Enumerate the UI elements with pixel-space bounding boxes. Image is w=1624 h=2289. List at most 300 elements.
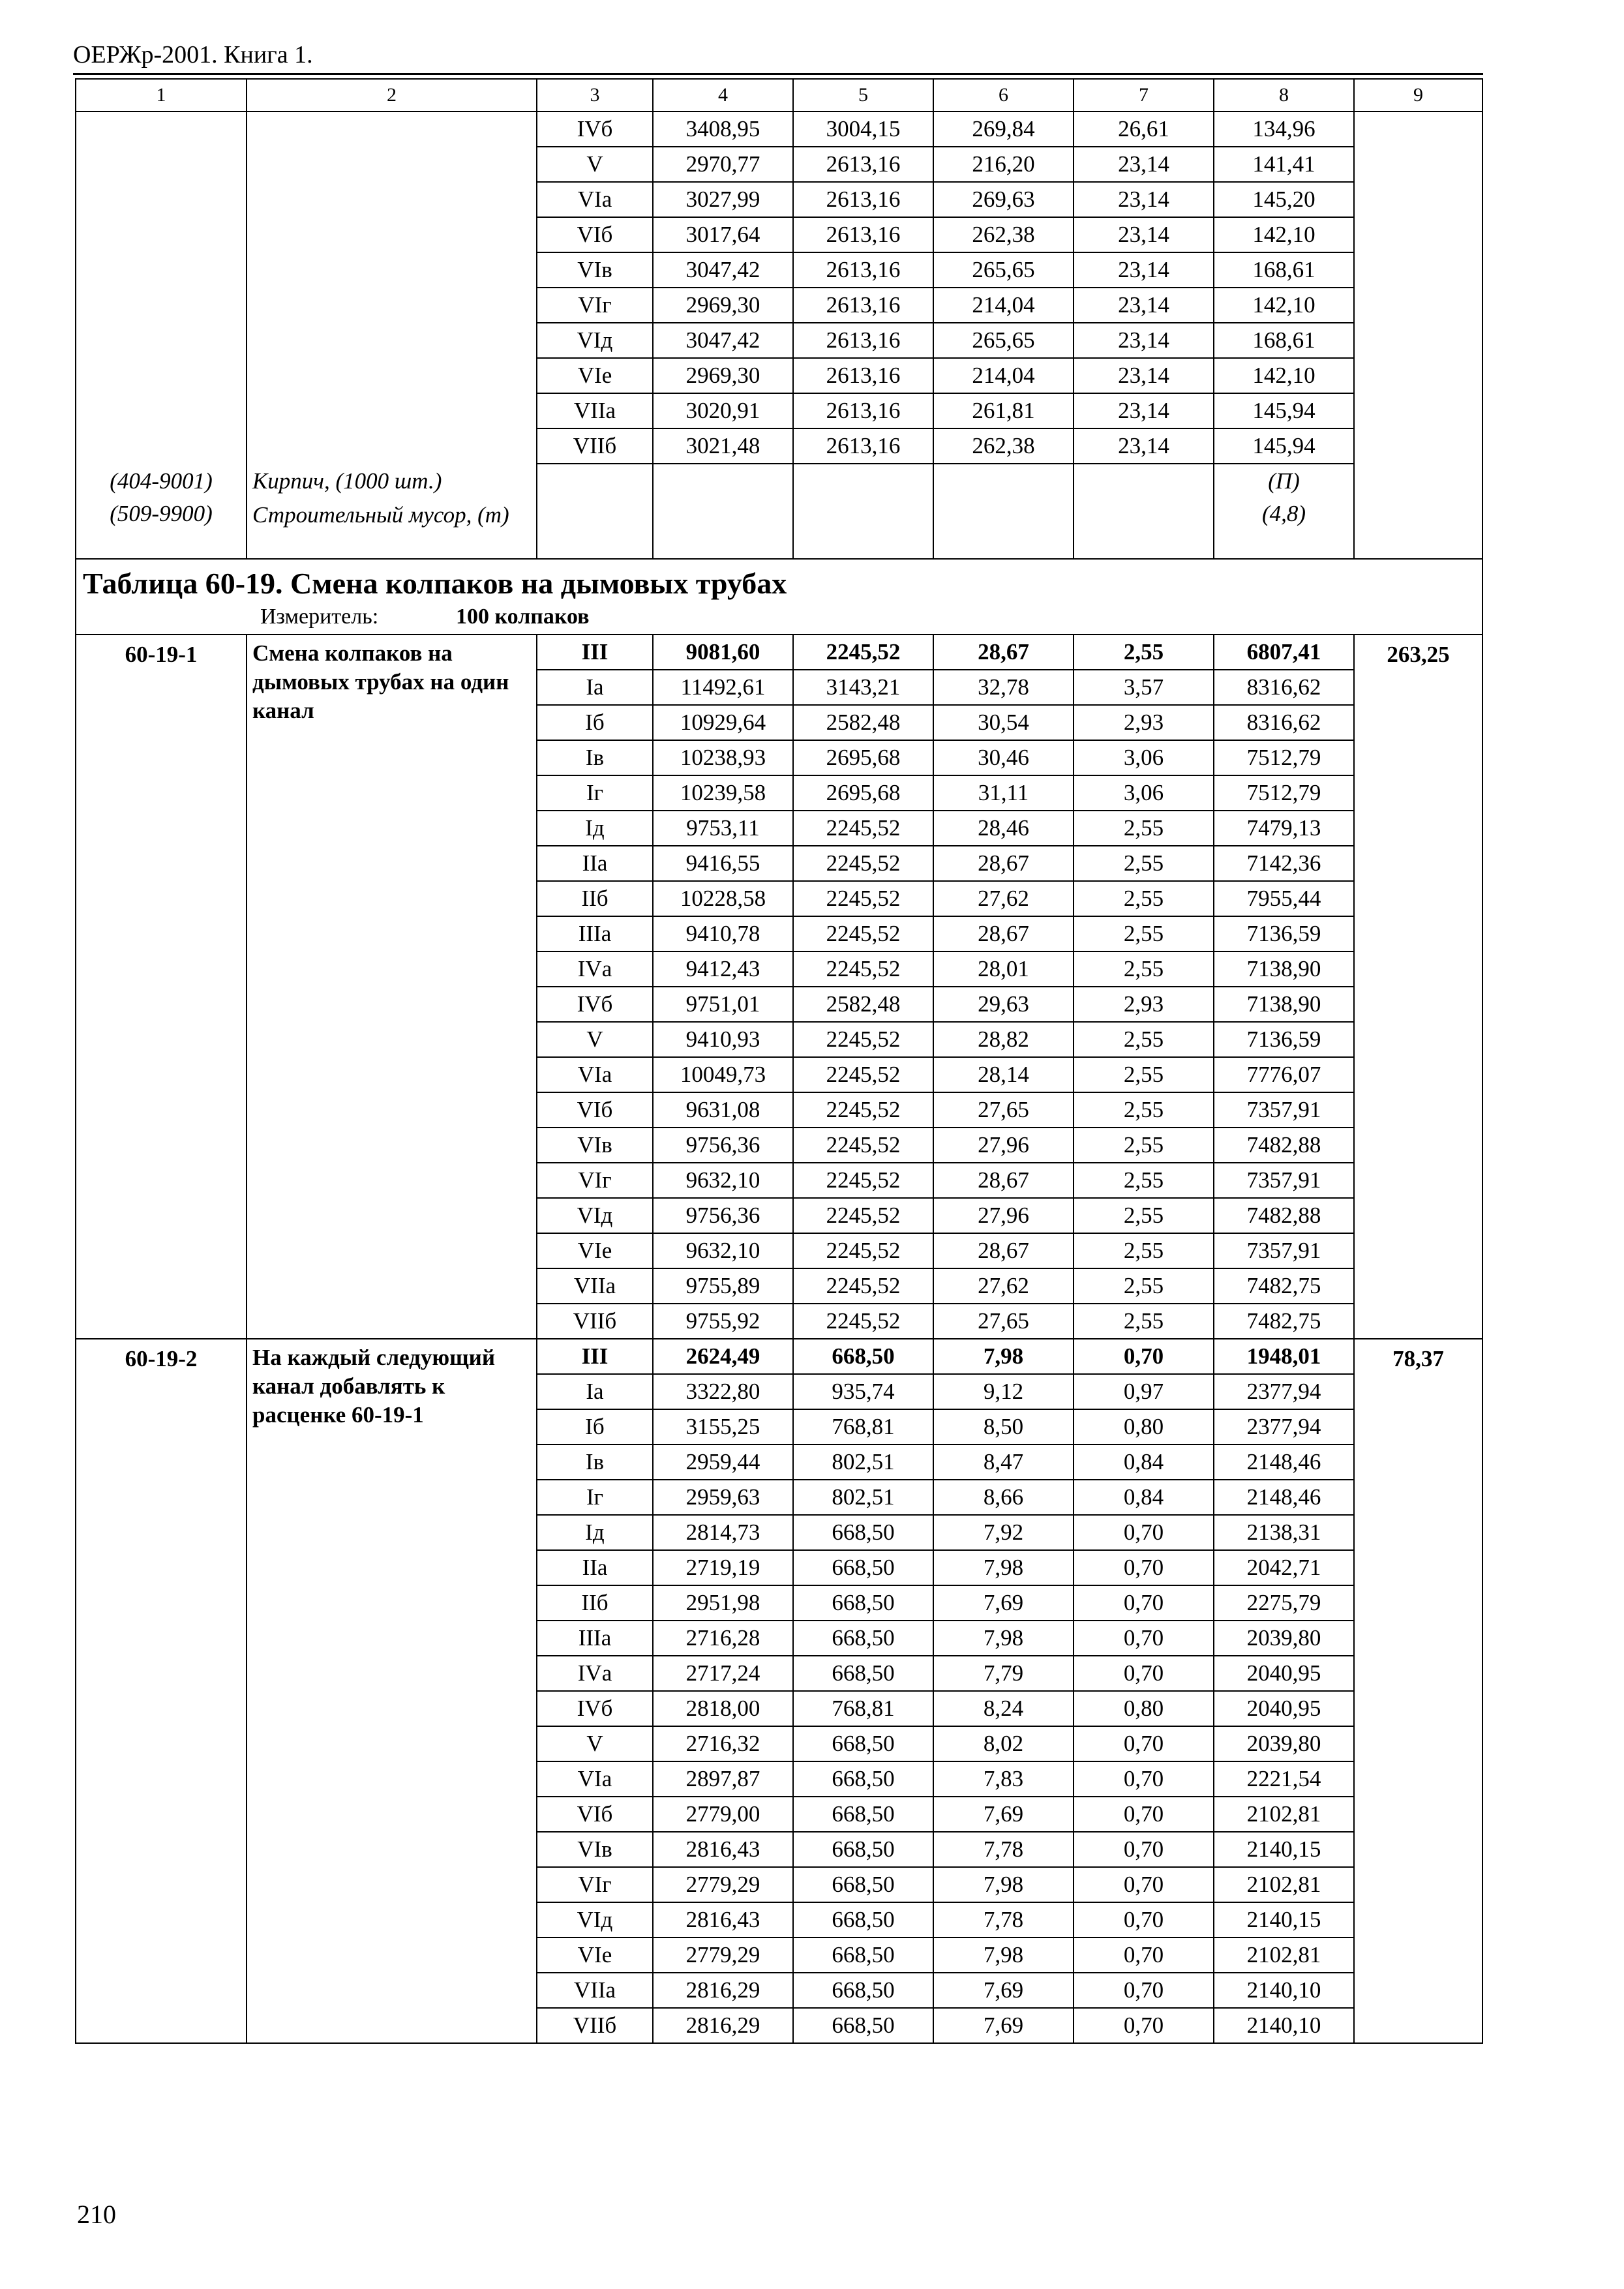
zone-cell: VIIа bbox=[537, 1973, 653, 2008]
value-cell: 2245,52 bbox=[793, 916, 933, 951]
value-cell: 2,55 bbox=[1074, 1022, 1214, 1057]
value-cell: 2818,00 bbox=[653, 1691, 793, 1726]
value-cell: 768,81 bbox=[793, 1691, 933, 1726]
value-cell: 216,20 bbox=[933, 147, 1074, 182]
unit-line bbox=[260, 603, 1475, 631]
value-cell: 7138,90 bbox=[1214, 987, 1354, 1022]
value-cell: 32,78 bbox=[933, 670, 1074, 705]
value-cell: 3020,91 bbox=[653, 393, 793, 428]
value-cell: 2959,44 bbox=[653, 1444, 793, 1480]
value-cell: 141,41 bbox=[1214, 147, 1354, 182]
value-cell: 0,70 bbox=[1074, 1973, 1214, 2008]
zone-cell: Iг bbox=[537, 775, 653, 811]
value-cell: 2970,77 bbox=[653, 147, 793, 182]
value-cell: 668,50 bbox=[793, 1973, 933, 2008]
value-cell: 28,46 bbox=[933, 811, 1074, 846]
value-cell: 668,50 bbox=[793, 1832, 933, 1867]
zone-cell: VIа bbox=[537, 1761, 653, 1797]
value-cell: 28,01 bbox=[933, 951, 1074, 987]
value-cell: 10239,58 bbox=[653, 775, 793, 811]
value-cell: 23,14 bbox=[1074, 358, 1214, 393]
value-cell: 2,55 bbox=[1074, 1198, 1214, 1233]
zone-cell: IVа bbox=[537, 1656, 653, 1691]
value-cell: 2221,54 bbox=[1214, 1761, 1354, 1797]
value-cell: 9753,11 bbox=[653, 811, 793, 846]
page-header: ОЕРЖр-2001. Книга 1. bbox=[73, 41, 313, 68]
zone-cell: Iб bbox=[537, 705, 653, 740]
value-cell: 9081,60 bbox=[653, 635, 793, 670]
zone-cell: VIе bbox=[537, 1937, 653, 1973]
value-cell: 23,14 bbox=[1074, 428, 1214, 464]
column-number: 3 bbox=[537, 79, 653, 112]
value-cell: 2,55 bbox=[1074, 1304, 1214, 1339]
value-cell: 2613,16 bbox=[793, 393, 933, 428]
value-cell: 7482,75 bbox=[1214, 1304, 1354, 1339]
value-cell: 9632,10 bbox=[653, 1163, 793, 1198]
value-cell: 0,80 bbox=[1074, 1409, 1214, 1444]
value-cell: 9,12 bbox=[933, 1374, 1074, 1409]
value-cell: 0,70 bbox=[1074, 1832, 1214, 1867]
column-number: 4 bbox=[653, 79, 793, 112]
value-cell: 668,50 bbox=[793, 1515, 933, 1550]
empty-cell bbox=[537, 464, 653, 498]
value-cell: 0,84 bbox=[1074, 1444, 1214, 1480]
value-cell: 2245,52 bbox=[793, 1163, 933, 1198]
zone-cell: Iа bbox=[537, 670, 653, 705]
value-cell: 10049,73 bbox=[653, 1057, 793, 1092]
value-cell: 2245,52 bbox=[793, 881, 933, 916]
value-cell: 9632,10 bbox=[653, 1233, 793, 1268]
value-cell: 7512,79 bbox=[1214, 775, 1354, 811]
page-number: 210 bbox=[77, 2200, 116, 2229]
value-cell: 2695,68 bbox=[793, 740, 933, 775]
value-cell: 2613,16 bbox=[793, 182, 933, 217]
value-cell: 2245,52 bbox=[793, 635, 933, 670]
value-cell: 668,50 bbox=[793, 1550, 933, 1585]
empty-cell bbox=[933, 464, 1074, 498]
value-cell: 28,67 bbox=[933, 916, 1074, 951]
value-cell: 2624,49 bbox=[653, 1339, 793, 1374]
material-value: (4,8) bbox=[1214, 498, 1354, 559]
value-cell: 2245,52 bbox=[793, 951, 933, 987]
value-cell: 2245,52 bbox=[793, 1057, 933, 1092]
value-cell: 145,94 bbox=[1214, 393, 1354, 428]
value-cell: 134,96 bbox=[1214, 112, 1354, 147]
value-cell: 0,70 bbox=[1074, 1515, 1214, 1550]
zone-cell: IVб bbox=[537, 112, 653, 147]
value-cell: 7357,91 bbox=[1214, 1092, 1354, 1128]
value-cell: 2040,95 bbox=[1214, 1691, 1354, 1726]
value-cell: 26,61 bbox=[1074, 112, 1214, 147]
value-cell: 2040,95 bbox=[1214, 1656, 1354, 1691]
value-cell: 2717,24 bbox=[653, 1656, 793, 1691]
zone-cell: V bbox=[537, 147, 653, 182]
value-cell: 23,14 bbox=[1074, 393, 1214, 428]
column-number: 6 bbox=[933, 79, 1074, 112]
value-cell: 2,55 bbox=[1074, 881, 1214, 916]
unit-value: 100 колпаков bbox=[456, 605, 590, 629]
value-cell: 2613,16 bbox=[793, 252, 933, 288]
value-cell: 3155,25 bbox=[653, 1409, 793, 1444]
value-cell: 28,14 bbox=[933, 1057, 1074, 1092]
value-cell: 9756,36 bbox=[653, 1128, 793, 1163]
empty-cell bbox=[793, 464, 933, 498]
zone-cell: VIIб bbox=[537, 2008, 653, 2043]
zone-cell: IIIа bbox=[537, 1621, 653, 1656]
value-cell: 214,04 bbox=[933, 288, 1074, 323]
value-cell: 2245,52 bbox=[793, 1268, 933, 1304]
value-cell: 0,70 bbox=[1074, 1726, 1214, 1761]
value-cell: 3047,42 bbox=[653, 252, 793, 288]
value-cell: 2039,80 bbox=[1214, 1621, 1354, 1656]
zone-cell: VIг bbox=[537, 288, 653, 323]
value-cell: 2245,52 bbox=[793, 1233, 933, 1268]
zone-cell: IIа bbox=[537, 1550, 653, 1585]
value-cell: 2039,80 bbox=[1214, 1726, 1354, 1761]
value-cell: 668,50 bbox=[793, 1585, 933, 1621]
empty-cell bbox=[537, 498, 653, 559]
zone-cell: Iв bbox=[537, 1444, 653, 1480]
zone-cell: VIг bbox=[537, 1163, 653, 1198]
material-code: (509-9900) bbox=[76, 498, 247, 559]
zone-cell: VIIа bbox=[537, 1268, 653, 1304]
column-number: 1 bbox=[76, 79, 247, 112]
zone-cell: Iд bbox=[537, 1515, 653, 1550]
value-cell: 2613,16 bbox=[793, 428, 933, 464]
value-cell: 2275,79 bbox=[1214, 1585, 1354, 1621]
value-cell: 2951,98 bbox=[653, 1585, 793, 1621]
zone-cell: IIа bbox=[537, 846, 653, 881]
value-cell: 3004,15 bbox=[793, 112, 933, 147]
zone-cell: IVа bbox=[537, 951, 653, 987]
value-cell: 261,81 bbox=[933, 393, 1074, 428]
value-cell: 2140,10 bbox=[1214, 1973, 1354, 2008]
value-cell: 8316,62 bbox=[1214, 670, 1354, 705]
value-cell: 2140,15 bbox=[1214, 1832, 1354, 1867]
value-cell: 0,70 bbox=[1074, 1656, 1214, 1691]
material-name: Строительный мусор, (т) bbox=[247, 498, 537, 559]
table-row bbox=[76, 635, 1482, 670]
value-cell: 8,66 bbox=[933, 1480, 1074, 1515]
value-cell: 2613,16 bbox=[793, 358, 933, 393]
zone-cell: Iб bbox=[537, 1409, 653, 1444]
value-cell: 11492,61 bbox=[653, 670, 793, 705]
value-cell: 8,50 bbox=[933, 1409, 1074, 1444]
value-cell: 27,96 bbox=[933, 1198, 1074, 1233]
value-cell: 2,55 bbox=[1074, 1128, 1214, 1163]
value-cell: 2613,16 bbox=[793, 323, 933, 358]
column-number: 8 bbox=[1214, 79, 1354, 112]
value-cell: 7357,91 bbox=[1214, 1163, 1354, 1198]
value-cell: 10929,64 bbox=[653, 705, 793, 740]
zone-cell: V bbox=[537, 1022, 653, 1057]
value-cell: 2582,48 bbox=[793, 987, 933, 1022]
value-cell: 7482,88 bbox=[1214, 1198, 1354, 1233]
value-cell: 2613,16 bbox=[793, 147, 933, 182]
value-cell: 3322,80 bbox=[653, 1374, 793, 1409]
zone-cell: VIв bbox=[537, 1832, 653, 1867]
value-cell: 0,70 bbox=[1074, 1550, 1214, 1585]
zone-cell: IIб bbox=[537, 881, 653, 916]
rate-description: Смена колпаков на дымовых трубах на один канал bbox=[247, 635, 537, 1339]
value-cell: 0,70 bbox=[1074, 1621, 1214, 1656]
value-cell: 2969,30 bbox=[653, 288, 793, 323]
value-cell: 23,14 bbox=[1074, 182, 1214, 217]
value-cell: 28,67 bbox=[933, 1233, 1074, 1268]
zone-cell: III bbox=[537, 635, 653, 670]
zone-cell: VIIб bbox=[537, 428, 653, 464]
value-cell: 2,55 bbox=[1074, 1268, 1214, 1304]
value-cell: 2140,15 bbox=[1214, 1902, 1354, 1937]
zone-cell: VIв bbox=[537, 252, 653, 288]
value-cell: 2377,94 bbox=[1214, 1374, 1354, 1409]
value-cell: 2102,81 bbox=[1214, 1797, 1354, 1832]
value-cell: 2,93 bbox=[1074, 987, 1214, 1022]
zone-cell: IVб bbox=[537, 1691, 653, 1726]
zone-cell: VIб bbox=[537, 1797, 653, 1832]
value-cell: 27,65 bbox=[933, 1304, 1074, 1339]
value-cell: 7,69 bbox=[933, 1797, 1074, 1832]
value-cell: 3027,99 bbox=[653, 182, 793, 217]
zone-cell: VIе bbox=[537, 358, 653, 393]
value-cell: 668,50 bbox=[793, 2008, 933, 2043]
value-cell: 2613,16 bbox=[793, 288, 933, 323]
value-cell: 0,70 bbox=[1074, 1585, 1214, 1621]
value-cell: 168,61 bbox=[1214, 252, 1354, 288]
value-cell: 0,70 bbox=[1074, 1902, 1214, 1937]
value-cell: 145,94 bbox=[1214, 428, 1354, 464]
value-cell: 2779,29 bbox=[653, 1867, 793, 1902]
value-cell: 2,55 bbox=[1074, 811, 1214, 846]
value-cell: 269,84 bbox=[933, 112, 1074, 147]
value-cell: 8316,62 bbox=[1214, 705, 1354, 740]
value-cell: 2377,94 bbox=[1214, 1409, 1354, 1444]
value-cell: 3143,21 bbox=[793, 670, 933, 705]
value-cell: 2245,52 bbox=[793, 1092, 933, 1128]
value-cell: 214,04 bbox=[933, 358, 1074, 393]
value-cell: 142,10 bbox=[1214, 288, 1354, 323]
column-number: 5 bbox=[793, 79, 933, 112]
rate-score: 263,25 bbox=[1354, 635, 1482, 1339]
value-cell: 3408,95 bbox=[653, 112, 793, 147]
value-cell: 7,69 bbox=[933, 2008, 1074, 2043]
value-cell: 9416,55 bbox=[653, 846, 793, 881]
value-cell: 2245,52 bbox=[793, 1198, 933, 1233]
table-title-cell bbox=[76, 559, 1482, 635]
column-number-row bbox=[76, 79, 1482, 112]
value-cell: 2816,43 bbox=[653, 1832, 793, 1867]
value-cell: 7136,59 bbox=[1214, 1022, 1354, 1057]
column-number: 9 bbox=[1354, 79, 1482, 112]
value-cell: 27,65 bbox=[933, 1092, 1074, 1128]
value-cell: 2716,32 bbox=[653, 1726, 793, 1761]
value-cell: 2,55 bbox=[1074, 846, 1214, 881]
table-title: Таблица 60-19. Смена колпаков на дымовых трубах bbox=[83, 567, 787, 600]
value-cell: 30,54 bbox=[933, 705, 1074, 740]
value-cell: 2102,81 bbox=[1214, 1937, 1354, 1973]
value-cell: 7136,59 bbox=[1214, 916, 1354, 951]
rate-code: 60-19-2 bbox=[76, 1339, 247, 2043]
value-cell: 7,92 bbox=[933, 1515, 1074, 1550]
value-cell: 0,70 bbox=[1074, 1761, 1214, 1797]
value-cell: 7,98 bbox=[933, 1339, 1074, 1374]
value-cell: 27,62 bbox=[933, 881, 1074, 916]
value-cell: 668,50 bbox=[793, 1867, 933, 1902]
value-cell: 668,50 bbox=[793, 1656, 933, 1691]
value-cell: 7955,44 bbox=[1214, 881, 1354, 916]
value-cell: 7142,36 bbox=[1214, 846, 1354, 881]
value-cell: 2245,52 bbox=[793, 1304, 933, 1339]
value-cell: 2138,31 bbox=[1214, 1515, 1354, 1550]
value-cell: 2816,29 bbox=[653, 1973, 793, 2008]
value-cell: 768,81 bbox=[793, 1409, 933, 1444]
value-cell: 2148,46 bbox=[1214, 1480, 1354, 1515]
zone-cell: VIд bbox=[537, 323, 653, 358]
value-cell: 2816,29 bbox=[653, 2008, 793, 2043]
value-cell: 9755,92 bbox=[653, 1304, 793, 1339]
value-cell: 262,38 bbox=[933, 217, 1074, 252]
value-cell: 28,67 bbox=[933, 635, 1074, 670]
value-cell: 2245,52 bbox=[793, 811, 933, 846]
value-cell: 3,06 bbox=[1074, 740, 1214, 775]
empty-cell bbox=[933, 498, 1074, 559]
value-cell: 265,65 bbox=[933, 323, 1074, 358]
zone-cell: V bbox=[537, 1726, 653, 1761]
value-cell: 2042,71 bbox=[1214, 1550, 1354, 1585]
value-cell: 0,70 bbox=[1074, 1339, 1214, 1374]
value-cell: 262,38 bbox=[933, 428, 1074, 464]
value-cell: 23,14 bbox=[1074, 147, 1214, 182]
value-cell: 7,79 bbox=[933, 1656, 1074, 1691]
value-cell: 0,84 bbox=[1074, 1480, 1214, 1515]
value-cell: 668,50 bbox=[793, 1339, 933, 1374]
value-cell: 7138,90 bbox=[1214, 951, 1354, 987]
zone-cell: Iг bbox=[537, 1480, 653, 1515]
value-cell: 7479,13 bbox=[1214, 811, 1354, 846]
value-cell: 28,67 bbox=[933, 846, 1074, 881]
zone-cell: VIIа bbox=[537, 393, 653, 428]
value-cell: 2,93 bbox=[1074, 705, 1214, 740]
value-cell: 2959,63 bbox=[653, 1480, 793, 1515]
value-cell: 7,69 bbox=[933, 1585, 1074, 1621]
value-cell: 2245,52 bbox=[793, 1022, 933, 1057]
value-cell: 3,06 bbox=[1074, 775, 1214, 811]
material-value: (П) bbox=[1214, 464, 1354, 498]
header-divider bbox=[73, 73, 1483, 75]
value-cell: 9751,01 bbox=[653, 987, 793, 1022]
value-cell: 935,74 bbox=[793, 1374, 933, 1409]
value-cell: 668,50 bbox=[793, 1797, 933, 1832]
table-title-row bbox=[76, 559, 1482, 635]
value-cell: 9410,93 bbox=[653, 1022, 793, 1057]
column-number: 7 bbox=[1074, 79, 1214, 112]
value-cell: 6807,41 bbox=[1214, 635, 1354, 670]
value-cell: 3021,48 bbox=[653, 428, 793, 464]
value-cell: 0,70 bbox=[1074, 1797, 1214, 1832]
price-table bbox=[75, 78, 1483, 2044]
zone-cell: VIг bbox=[537, 1867, 653, 1902]
value-cell: 7512,79 bbox=[1214, 740, 1354, 775]
value-cell: 9412,43 bbox=[653, 951, 793, 987]
value-cell: 668,50 bbox=[793, 1726, 933, 1761]
value-cell: 7776,07 bbox=[1214, 1057, 1354, 1092]
zone-cell: VIа bbox=[537, 182, 653, 217]
empty-cell bbox=[653, 498, 793, 559]
rate-code: 60-19-1 bbox=[76, 635, 247, 1339]
value-cell: 28,82 bbox=[933, 1022, 1074, 1057]
value-cell: 142,10 bbox=[1214, 217, 1354, 252]
value-cell: 28,67 bbox=[933, 1163, 1074, 1198]
value-cell: 3,57 bbox=[1074, 670, 1214, 705]
material-code: (404-9001) bbox=[76, 464, 247, 498]
zone-cell: IIIа bbox=[537, 916, 653, 951]
zone-cell: VIв bbox=[537, 1128, 653, 1163]
value-cell: 9755,89 bbox=[653, 1268, 793, 1304]
value-cell: 2582,48 bbox=[793, 705, 933, 740]
value-cell: 3017,64 bbox=[653, 217, 793, 252]
value-cell: 2102,81 bbox=[1214, 1867, 1354, 1902]
column-number: 2 bbox=[247, 79, 537, 112]
value-cell: 7,98 bbox=[933, 1937, 1074, 1973]
value-cell: 27,62 bbox=[933, 1268, 1074, 1304]
zone-cell: IIб bbox=[537, 1585, 653, 1621]
value-cell: 668,50 bbox=[793, 1761, 933, 1797]
value-cell: 7,98 bbox=[933, 1550, 1074, 1585]
value-cell: 7,98 bbox=[933, 1867, 1074, 1902]
value-cell: 802,51 bbox=[793, 1480, 933, 1515]
value-cell: 27,96 bbox=[933, 1128, 1074, 1163]
value-cell: 2814,73 bbox=[653, 1515, 793, 1550]
value-cell: 2,55 bbox=[1074, 1057, 1214, 1092]
value-cell: 2245,52 bbox=[793, 1128, 933, 1163]
zone-cell: VIб bbox=[537, 1092, 653, 1128]
value-cell: 802,51 bbox=[793, 1444, 933, 1480]
value-cell: 7357,91 bbox=[1214, 1233, 1354, 1268]
value-cell: 2779,00 bbox=[653, 1797, 793, 1832]
value-cell: 2,55 bbox=[1074, 1092, 1214, 1128]
value-cell: 168,61 bbox=[1214, 323, 1354, 358]
continuation-description-cell bbox=[247, 112, 537, 464]
table-row bbox=[76, 1339, 1482, 1374]
value-cell: 7,78 bbox=[933, 1832, 1074, 1867]
value-cell: 2,55 bbox=[1074, 1233, 1214, 1268]
zone-cell: Iд bbox=[537, 811, 653, 846]
value-cell: 9410,78 bbox=[653, 916, 793, 951]
value-cell: 2245,52 bbox=[793, 846, 933, 881]
zone-cell: Iа bbox=[537, 1374, 653, 1409]
value-cell: 7,83 bbox=[933, 1761, 1074, 1797]
empty-cell bbox=[793, 498, 933, 559]
value-cell: 7,69 bbox=[933, 1973, 1074, 2008]
value-cell: 8,47 bbox=[933, 1444, 1074, 1480]
empty-cell bbox=[1074, 464, 1214, 498]
value-cell: 2816,43 bbox=[653, 1902, 793, 1937]
material-row bbox=[76, 498, 1482, 559]
value-cell: 0,97 bbox=[1074, 1374, 1214, 1409]
value-cell: 2969,30 bbox=[653, 358, 793, 393]
zone-cell: VIд bbox=[537, 1198, 653, 1233]
value-cell: 7482,75 bbox=[1214, 1268, 1354, 1304]
value-cell: 142,10 bbox=[1214, 358, 1354, 393]
value-cell: 2,55 bbox=[1074, 635, 1214, 670]
score-cell bbox=[1354, 112, 1482, 559]
value-cell: 265,65 bbox=[933, 252, 1074, 288]
value-cell: 7482,88 bbox=[1214, 1128, 1354, 1163]
value-cell: 30,46 bbox=[933, 740, 1074, 775]
value-cell: 2897,87 bbox=[653, 1761, 793, 1797]
zone-cell: III bbox=[537, 1339, 653, 1374]
value-cell: 9756,36 bbox=[653, 1198, 793, 1233]
